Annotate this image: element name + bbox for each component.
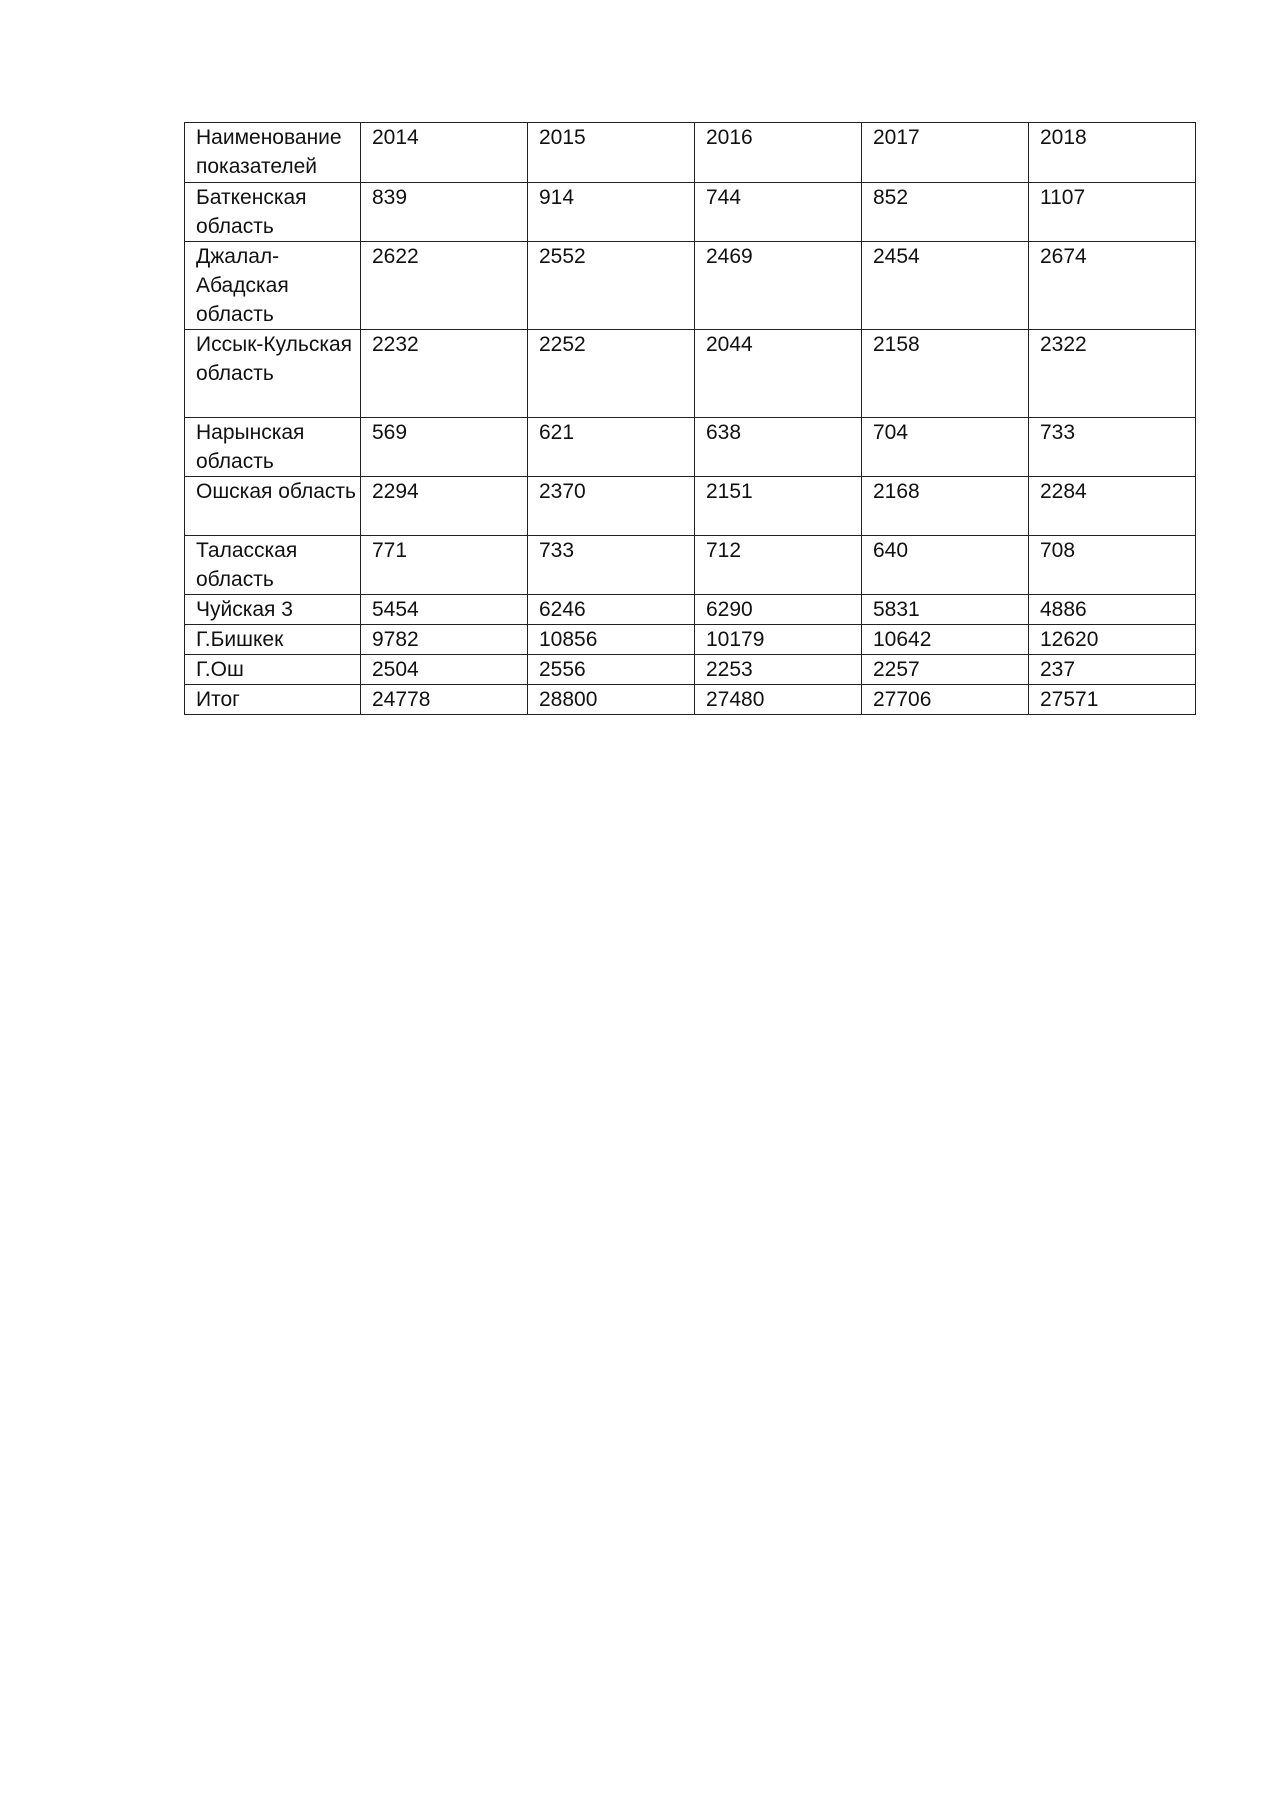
value-cell: 569 [361, 418, 528, 477]
table-row [185, 330, 1196, 418]
total-value-cell: 28800 [528, 685, 695, 715]
table-row [185, 418, 1196, 477]
value-cell: 2284 [1029, 477, 1196, 536]
value-cell: 744 [695, 183, 862, 242]
value-cell: 839 [361, 183, 528, 242]
value-cell: 2232 [361, 330, 528, 418]
value-cell: 771 [361, 536, 528, 595]
value-cell: 638 [695, 418, 862, 477]
value-cell: 704 [862, 418, 1029, 477]
region-name-cell: Иссык-Кульская область [185, 330, 361, 418]
value-cell: 10642 [862, 625, 1029, 655]
header-year-cell: 2015 [528, 123, 695, 183]
value-cell: 2370 [528, 477, 695, 536]
value-cell: 2552 [528, 242, 695, 330]
header-year-cell: 2017 [862, 123, 1029, 183]
value-cell: 2257 [862, 655, 1029, 685]
header-year-cell: 2014 [361, 123, 528, 183]
value-cell: 708 [1029, 536, 1196, 595]
value-cell: 9782 [361, 625, 528, 655]
value-cell: 5831 [862, 595, 1029, 625]
value-cell: 621 [528, 418, 695, 477]
value-cell: 4886 [1029, 595, 1196, 625]
value-cell: 1107 [1029, 183, 1196, 242]
header-label-cell: Наименование показателей [185, 123, 361, 183]
value-cell: 2168 [862, 477, 1029, 536]
value-cell: 237 [1029, 655, 1196, 685]
statistics-table [184, 122, 1196, 715]
value-cell: 5454 [361, 595, 528, 625]
value-cell: 2622 [361, 242, 528, 330]
table-row [185, 242, 1196, 330]
table-total-row [185, 685, 1196, 715]
value-cell: 640 [862, 536, 1029, 595]
table-row [185, 655, 1196, 685]
value-cell: 6290 [695, 595, 862, 625]
total-value-cell: 27706 [862, 685, 1029, 715]
value-cell: 2322 [1029, 330, 1196, 418]
value-cell: 2294 [361, 477, 528, 536]
region-name-cell: Джалал-Абадская область [185, 242, 361, 330]
value-cell: 712 [695, 536, 862, 595]
value-cell: 2556 [528, 655, 695, 685]
header-year-cell: 2016 [695, 123, 862, 183]
table-row [185, 477, 1196, 536]
total-value-cell: 24778 [361, 685, 528, 715]
table-row [185, 625, 1196, 655]
region-name-cell: Нарынская область [185, 418, 361, 477]
value-cell: 2044 [695, 330, 862, 418]
value-cell: 10179 [695, 625, 862, 655]
region-name-cell: Баткенская область [185, 183, 361, 242]
table-row [185, 595, 1196, 625]
value-cell: 2674 [1029, 242, 1196, 330]
header-year-cell: 2018 [1029, 123, 1196, 183]
table-row [185, 183, 1196, 242]
value-cell: 2253 [695, 655, 862, 685]
value-cell: 2454 [862, 242, 1029, 330]
table-header-row [185, 123, 1196, 183]
value-cell: 6246 [528, 595, 695, 625]
value-cell: 2151 [695, 477, 862, 536]
table-row [185, 536, 1196, 595]
value-cell: 733 [1029, 418, 1196, 477]
value-cell: 12620 [1029, 625, 1196, 655]
value-cell: 914 [528, 183, 695, 242]
value-cell: 2252 [528, 330, 695, 418]
total-value-cell: 27480 [695, 685, 862, 715]
total-label-cell: Итог [185, 685, 361, 715]
value-cell: 733 [528, 536, 695, 595]
region-name-cell: Г.Ош [185, 655, 361, 685]
region-name-cell: Чуйская 3 [185, 595, 361, 625]
region-name-cell: Таласская область [185, 536, 361, 595]
region-name-cell: Г.Бишкек [185, 625, 361, 655]
value-cell: 852 [862, 183, 1029, 242]
total-value-cell: 27571 [1029, 685, 1196, 715]
region-name-cell: Ошская область [185, 477, 361, 536]
value-cell: 2158 [862, 330, 1029, 418]
value-cell: 10856 [528, 625, 695, 655]
value-cell: 2504 [361, 655, 528, 685]
value-cell: 2469 [695, 242, 862, 330]
